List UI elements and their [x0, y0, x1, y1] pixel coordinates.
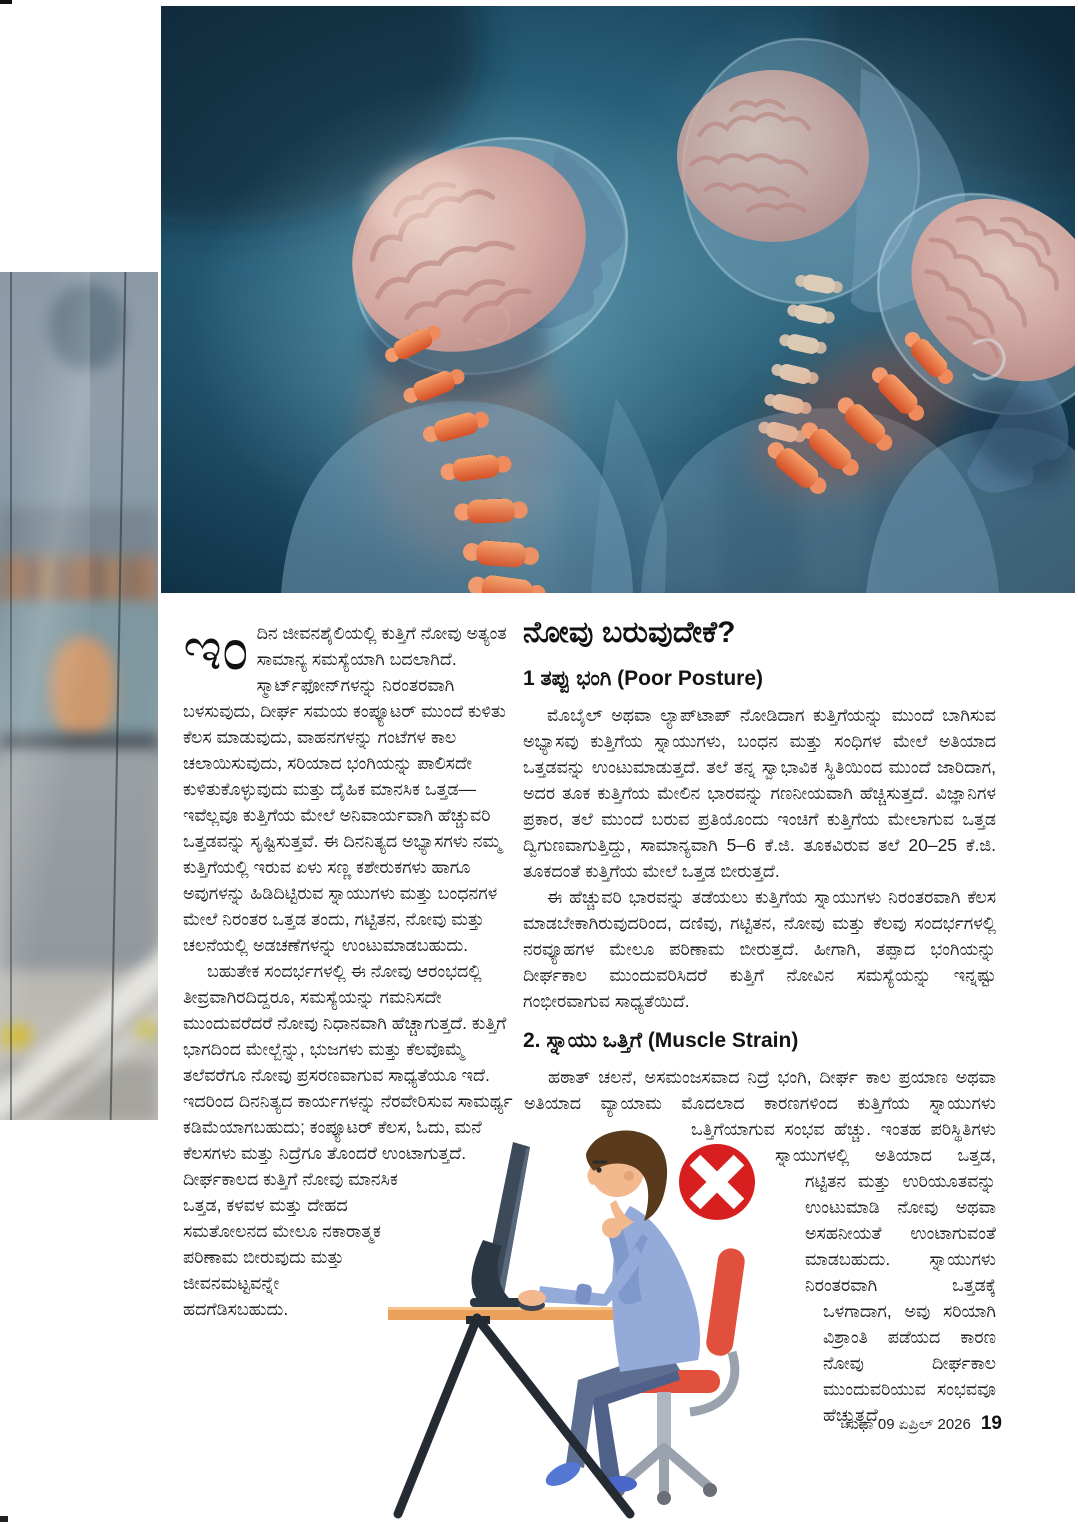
subheading-poor-posture: 1 ತಪ್ಪು ಭಂಗಿ (Poor Posture) — [523, 667, 763, 690]
hero-image-neck-pain-xray — [161, 6, 1075, 593]
poor-posture-paragraph-2: ಈ ಹೆಚ್ಚುವರಿ ಭಾರವನ್ನು ತಡೆಯಲು ಕುತ್ತಿಗೆಯ ಸ್ನಾಯುಗಳು ನಿರಂತರವಾಗಿ ಕೆಲಸ ಮಾಡಬೇಕಾಗಿರುವುದರಿಂದ, ದಣಿವು, ಗಟ್ಟಿತನ, ನೋವು ಮತ್ತು ಕೆಲವು ಸಂದರ್ಭಗಳಲ್ಲಿ ನರವ್ಯೂಹಗಳ ಮೇಲೂ ಪರಿಣಾಮ ಬೀರುತ್ತದೆ. ಹೀಗಾಗಿ, ತಪ್ಪಾದ ಭಂಗಿಯನ್ನು ದೀರ್ಘಕಾಲ ಮುಂದುವರಿಸಿದರೆ ಕುತ್ತಿಗೆ ನೋವಿನ ಸಮಸ್ಯೆಯನ್ನು ಇನ್ನಷ್ಟು ಗಂಭೀರವಾಗುವ ಸಾಧ್ಯತೆಯಿದೆ. — [523, 887, 996, 1011]
intro-paragraph-2-text: ಬಹುತೇಕ ಸಂದರ್ಭಗಳಲ್ಲಿ ಈ ನೋವು ಆರಂಭದಲ್ಲಿ ತೀವ್ರವಾಗಿರದಿದ್ದರೂ, ಸಮಸ್ಯೆಯನ್ನು ಗಮನಿಸದೇ ಮುಂದುವರೆದರೆ ನೋವು ನಿಧಾನವಾಗಿ ಹೆಚ್ಚಾಗುತ್ತದೆ. ಕುತ್ತಿಗೆ ಭಾಗದಿಂದ ಮೇಲ್ಬೆನ್ನು, ಭುಜಗಳು ಮತ್ತು ಕೆಲವೊಮ್ಮೆ ತಲೆವರೆಗೂ ನೋವು ಪ್ರಸರಣವಾಗುವ ಸಾಧ್ಯತೆಯೂ ಇದೆ. ಇದರಿಂದ ದಿನನಿತ್ಯದ ಕಾರ್ಯಗಳನ್ನು ನೆರವೇರಿಸುವ ಸಾಮರ್ಥ್ಯ ಕಡಿಮೆಯಾಗಬಹುದು; ಕಂಪ್ಯೂಟರ್ ಕೆಲಸ, ಓದು, ಮನೆ ಕೆಲಸಗಳು ಮತ್ತು ನಿದ್ರೆಗೂ ತೊಂದರೆ ಉಂಟಾಗುತ್ತದೆ. ದೀರ್ಘಕಾಲದ ಕುತ್ತಿಗೆ ನೋವು ಮಾನಸಿಕ ಒತ್ತಡ, ಕಳವಳ ಮತ್ತು ದೇಹದ ಸಮತೋಲನದ ಮೇಲೂ ನಕಾರಾತ್ಮಕ ಪರಿಣಾಮ ಬೀರುವುದು ಮತ್ತು ಜೀವನಮಟ್ಟವನ್ನೇ ಹದಗೆಡಿಸಬಹುದು. — [183, 961, 513, 1319]
intro-paragraph-1 — [183, 615, 516, 958]
page-number: 19 — [980, 1413, 1002, 1434]
hero-xray-illustration — [161, 6, 1075, 593]
glass-reflection — [0, 272, 90, 1120]
intro-paragraph-1-text: ದಿನ ಜೀವನಶೈಲಿಯಲ್ಲಿ ಕುತ್ತಿಗೆ ನೋವು ಅತ್ಯಂತ ಸಾಮಾನ್ಯ ಸಮಸ್ಯೆಯಾಗಿ ಬದಲಾಗಿದೆ. ಸ್ಮಾರ್ಟ್‌ಫೋನ್‌ಗಳನ್ನು ನಿರಂತರವಾಗಿ ಬಳಸುವುದು, ದೀರ್ಘ ಸಮಯ ಕಂಪ್ಯೂಟರ್ ಮುಂದೆ ಕುಳಿತು ಕೆಲಸ ಮಾಡುವುದು, ವಾಹನಗಳನ್ನು ಗಂಟೆಗಳ ಕಾಲ ಚಲಾಯಿಸುವುದು, ಸರಿಯಾದ ಭಂಗಿಯನ್ನು ಪಾಲಿಸದೇ ಕುಳಿತುಕೊಳ್ಳುವುದು ಮತ್ತು ದೈಹಿಕ ಮಾನಸಿಕ ಒತ್ತಡ— ಇವೆಲ್ಲವೂ ಕುತ್ತಿಗೆಯ ಮೇಲೆ ಅನಿವಾರ್ಯವಾಗಿ ಹೆಚ್ಚುವರಿ ಒತ್ತಡವನ್ನು ಸೃಷ್ಟಿಸುತ್ತವೆ. ಈ ದಿನನಿತ್ಯದ ಅಭ್ಯಾಸಗಳು ನಮ್ಮ ಕುತ್ತಿಗೆಯಲ್ಲಿ ಇರುವ ಏಳು ಸಣ್ಣ ಕಶೇರುಕಗಳು ಹಾಗೂ ಅವುಗಳನ್ನು ಹಿಡಿದಿಟ್ಟಿರುವ ಸ್ನಾಯುಗಳು ಮತ್ತು ಬಂಧನಗಳ ಮೇಲೆ ನಿರಂತರ ಒತ್ತಡ ತಂದು, ಗಟ್ಟಿತನ, ನೋವು ಮತ್ತು ಚಲನೆಯಲ್ಲಿ ಅಡಚಣೆಗಳನ್ನು ಉಂಟುಮಾಡಬಹುದು. — [183, 623, 507, 955]
desk-top — [388, 1307, 640, 1320]
print-crop-mark-bottom — [0, 1516, 8, 1522]
photo-yellow-object-2 — [136, 1022, 158, 1037]
page-footer — [846, 1413, 1002, 1435]
computer-monitor — [470, 1142, 532, 1307]
section-heading: ನೋವು ಬರುವುದೇಕೆ? — [523, 616, 736, 649]
sidebar-photo — [0, 272, 158, 1120]
illustration-man-at-computer — [380, 1122, 800, 1522]
subheading-muscle-strain: 2. ಸ್ನಾಯು ಒತ್ತಿಗೆ (Muscle Strain) — [523, 1029, 799, 1052]
man-ear — [624, 1171, 634, 1181]
man-hand-on-mouse — [518, 1290, 546, 1306]
muscle-strain-paragraph-text: ಹಠಾತ್ ಚಲನೆ, ಅಸಮಂಜಸವಾದ ನಿದ್ರೆ ಭಂಗಿ, ದೀರ್ಘ ಕಾಲ ಪ್ರಯಾಣ ಅಥವಾ ಅತಿಯಾದ ವ್ಯಾಯಾಮ ಮೊದಲಾದ ಕಾರಣಗಳಿಂದ ಕುತ್ತಿಗೆಯ ಸ್ನಾಯುಗಳು ಒತ್ತಿಗೆಯಾಗುವ ಸಂಭವ ಹೆಚ್ಚು. ಇಂತಹ ಪರಿಸ್ಥಿತಿಗಳು ಸ್ನಾಯುಗಳಲ್ಲಿ ಅತಿಯಾದ ಒತ್ತಡ, ಗಟ್ಟಿತನ ಮತ್ತು ಉರಿಯೂತವನ್ನು ಉಂಟುಮಾಡಿ ನೋವು ಅಥವಾ ಅಸಹನೀಯತೆ ಉಂಟಾಗುವಂತೆ ಮಾಡಬಹುದು. ಸ್ನಾಯುಗಳು ನಿರಂತರವಾಗಿ ಒತ್ತಡಕ್ಕೆ ಒಳಗಾದಾಗ, ಅವು ಸರಿಯಾಗಿ ವಿಶ್ರಾಂತಿ ಪಡೆಯದ ಕಾರಣ ನೋವು ದೀರ್ಘಕಾಲ ಮುಂದುವರಿಯುವ ಸಂಭವವೂ ಹೆಚ್ಚುತ್ತದೆ. — [524, 1067, 996, 1425]
bad-posture-illustration — [380, 1122, 800, 1522]
poor-posture-paragraph-1: ಮೊಬೈಲ್ ಅಥವಾ ಲ್ಯಾಪ್‌ಟಾಪ್ ನೋಡಿದಾಗ ಕುತ್ತಿಗೆಯನ್ನು ಮುಂದೆ ಬಾಗಿಸುವ ಅಭ್ಯಾಸವು ಕುತ್ತಿಗೆಯ ಸ್ನಾಯುಗಳು, ಬಂಧನ ಮತ್ತು ಸಂಧಿಗಳ ಮೇಲೆ ಅತಿಯಾದ ಒತ್ತಡವನ್ನು ಉಂಟುಮಾಡುತ್ತದೆ. ತಲೆ ತನ್ನ ಸ್ವಾಭಾವಿಕ ಸ್ಥಿತಿಯಿಂದ ಮುಂದೆ ಜಾರಿದಾಗ, ಅದರ ತೂಕ ಕುತ್ತಿಗೆಯ ಮೇಲಿನ ಭಾರವನ್ನು ಗಣನೀಯವಾಗಿ ಹೆಚ್ಚಿಸುತ್ತದೆ. ವಿಜ್ಞಾನಿಗಳ ಪ್ರಕಾರ, ತಲೆ ಮುಂದೆ ಬರುವ ಪ್ರತಿಯೊಂದು ಇಂಚಿಗೆ ಕುತ್ತಿಗೆಯ ಮೇಲಾಗುವ ಒತ್ತಡ ದ್ವಿಗುಣವಾಗುತ್ತಿದ್ದು, ಸಾಮಾನ್ಯವಾಗಿ 5–6 ಕೆ.ಜಿ. ತೂಕವಿರುವ ತಲೆ 20–25 ಕೆ.ಜಿ. ತೂಕದಂತೆ ಕುತ್ತಿಗೆಯ ಮೇಲೆ ಒತ್ತಡ ಬೀರುತ್ತದೆ. — [523, 705, 996, 881]
man-eye — [596, 1167, 601, 1172]
drop-cap: ಇಂ — [183, 615, 249, 682]
print-crop-mark-top — [0, 0, 12, 4]
wrong-posture-x-icon — [679, 1144, 755, 1220]
magazine-issue-date: ಸುಧಾ 09 ಏಪ್ರಿಲ್ 2026 — [846, 1416, 971, 1433]
